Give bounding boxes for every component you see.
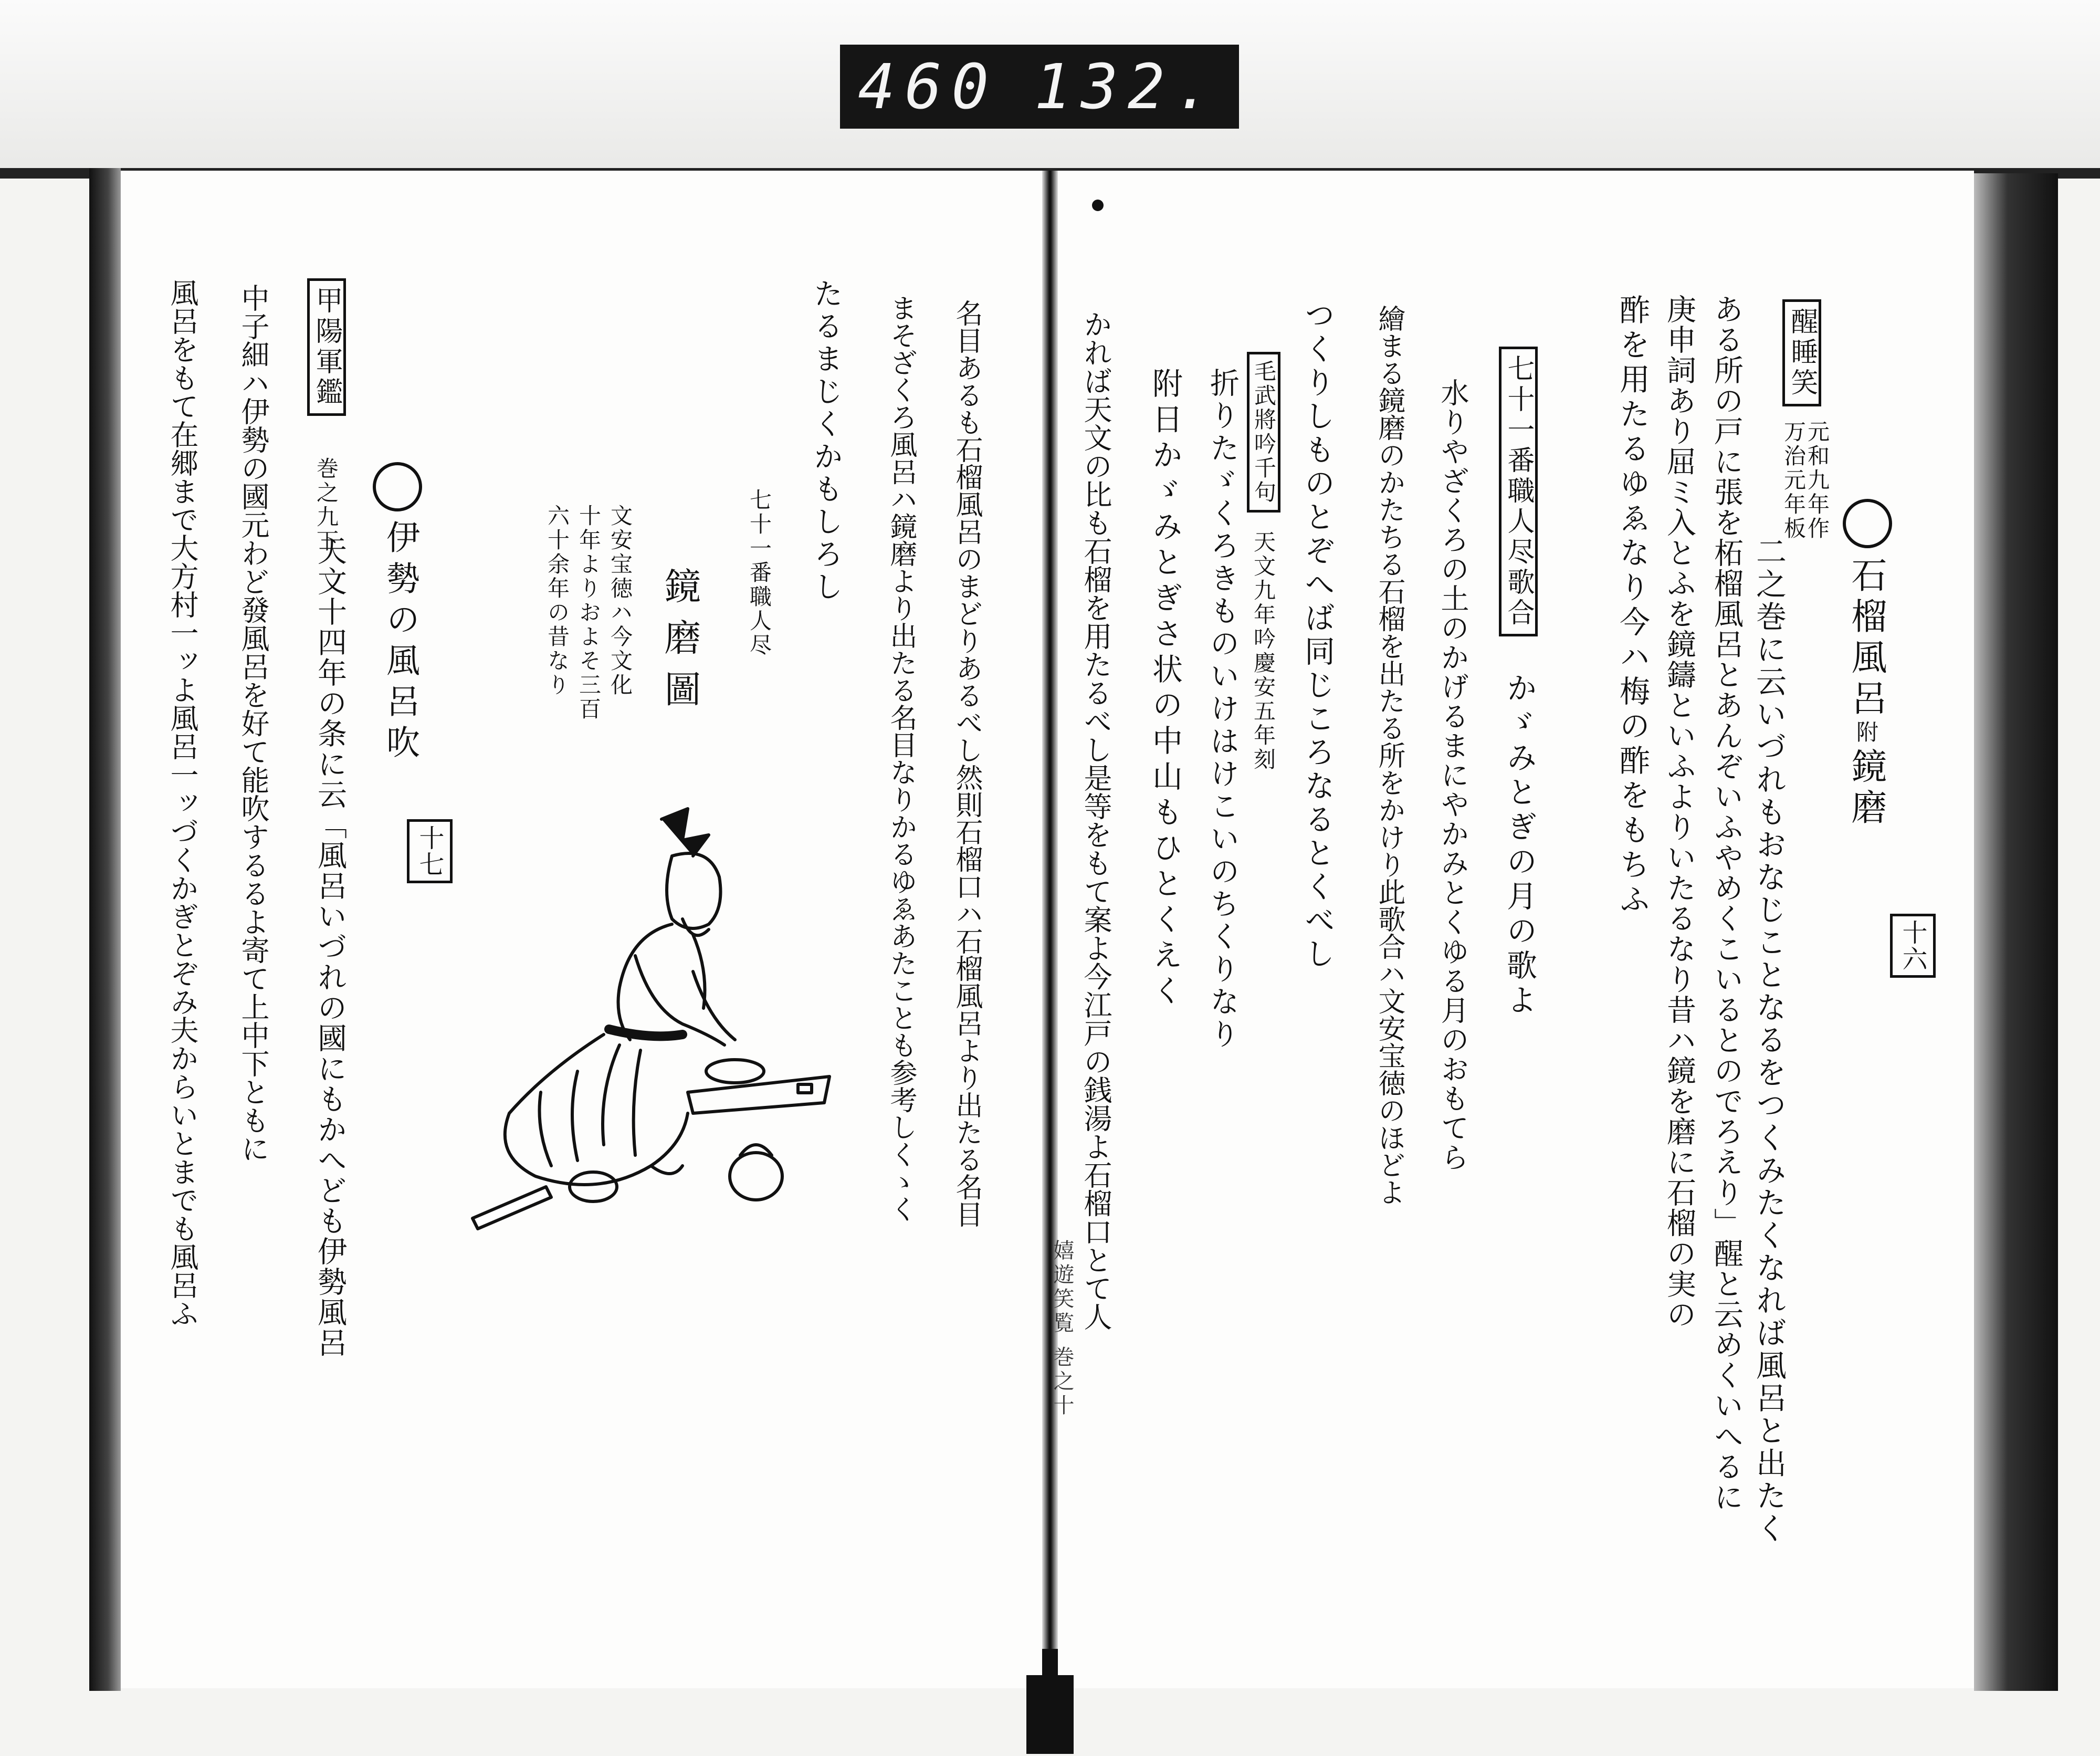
right-source-box: 醒睡笑 [1782, 299, 1821, 406]
right-text-column-2: ある所の戸に張を柘榴風呂とあんぞいふやめくこいるとのでろえり」醒と云めくいへるに [1709, 294, 1744, 1512]
page-clip [1026, 1675, 1074, 1754]
mirror-board [688, 1076, 830, 1113]
sash [609, 1029, 682, 1036]
call-number-left: 460 [858, 50, 999, 123]
left-section-number: 十七 [407, 819, 453, 883]
right-title-subject: 鏡磨 [1845, 748, 1887, 830]
tool-pouch [730, 1153, 782, 1200]
small-bowl [570, 1172, 617, 1201]
left-text-column-2: まそざくろ風呂ハ鏡磨より出たる名目なりかるゆゑあたことも参考しくゝく [885, 294, 917, 1222]
page-footer-mark: 嬉遊笑覧 巻之十 [1050, 1239, 1074, 1418]
right-text-column-1: 二之巻に云いづれもおなじことなるをつくみたくなれば風呂と出たく [1751, 536, 1787, 1545]
right-text-column-10: 附日かゞみとぎさ状の中山もひとくえく [1147, 368, 1183, 1010]
kneeling-legs [505, 1034, 688, 1185]
right-text-column-8: つくりしものとぞへば同じころなるとくべし [1299, 299, 1335, 971]
polishing-stone [706, 1060, 764, 1083]
whetstone-stick [472, 1187, 551, 1229]
ink-mark [1092, 200, 1104, 211]
right-text-column-7: 繪まる鏡磨のかたちる石榴を出たる所をかけり此歌合ハ文安宝徳のほどよ [1373, 305, 1405, 1206]
left-text-column-4: 天文十四年の条に云「風呂いづれの國にもかへども伊勢風呂 [313, 536, 347, 1358]
illustration-caption-note-1: 文安宝徳ハ今文化 [607, 504, 633, 697]
right-text-column-9: 折りたゞくろきものいけはけこいのちくりなり [1205, 368, 1240, 1051]
right-title-main: 石榴風呂 [1845, 557, 1887, 720]
right-title-suffix: 附 [1853, 720, 1879, 748]
right-text-column-4: 酢を用たるゆゑなり今ハ梅の酢をもちふ [1614, 294, 1650, 918]
left-text-column-5: 中子細ハ伊勢の國元わど發風呂を好て能吹するるよ寄て上中下ともに [237, 284, 270, 1163]
left-source-box: 甲陽軍鑑 [307, 278, 346, 416]
right-source-note-2: 万治元年板 [1781, 420, 1807, 541]
book-gutter [1042, 171, 1058, 1715]
right-source-note-1: 元和九年作 [1804, 420, 1830, 541]
section-circle-mark [1843, 499, 1892, 548]
left-text-column-6: 風呂をもて在郷まで大方村一ッよ風呂一ッづくかぎとぞみ夫からいとまでも風呂ふ [166, 278, 199, 1328]
illustration-caption-source: 七十一番職人尽 [747, 488, 772, 657]
illustration-caption-title: 鏡磨圖 [658, 567, 701, 722]
left-text-column-1: 名目あるも石榴風呂のまどりあるべし然則石榴口ハ石榴風呂より出たる名目 [951, 299, 982, 1228]
left-source-note: 巻之九下 [313, 457, 339, 553]
right-text-column-3: 庚申詞あり屈ミ入とふを鏡鑄といふよりいたるなり昔ハ鏡を磨に石榴の実の [1662, 294, 1696, 1330]
section-circle-mark-left [373, 462, 422, 511]
left-text-column-3: たるまじくかもしろし [809, 278, 843, 604]
right-source-note-3: 天文九年吟慶安五年刻 [1251, 530, 1276, 772]
illustration-caption-note-3: 六十余年の昔なり [544, 504, 570, 697]
mirror-polisher-illustration [462, 798, 840, 1239]
call-number-label [840, 45, 1239, 129]
right-source-box-3: 毛武將吟千句 [1247, 352, 1280, 513]
book-edge-left [89, 168, 121, 1691]
right-text-column-6: 水りやざくろの土のかげるまにやかみとくゆる月のおもてら [1436, 378, 1469, 1172]
call-number-right: 132. [1034, 50, 1221, 123]
head [667, 853, 721, 928]
right-section-number: 十六 [1890, 914, 1936, 978]
right-text-column-11: かれば天文の比も石榴を用たるべし是等をもて案よ今江戸の銭湯よ石榴口とて人 [1079, 310, 1112, 1331]
left-section-title: 伊勢の風呂吹 [381, 520, 419, 766]
illustration-caption-note-2: 十年よりおよそ三百 [576, 504, 602, 722]
book-edge-right [1974, 173, 2058, 1691]
right-text-column-5: かゞみとぎの月の歌よ [1502, 672, 1537, 1019]
right-section-title [1845, 557, 1887, 830]
topknot [662, 809, 709, 856]
right-source-box-2: 七十一番職人尽歌合 [1499, 347, 1538, 636]
